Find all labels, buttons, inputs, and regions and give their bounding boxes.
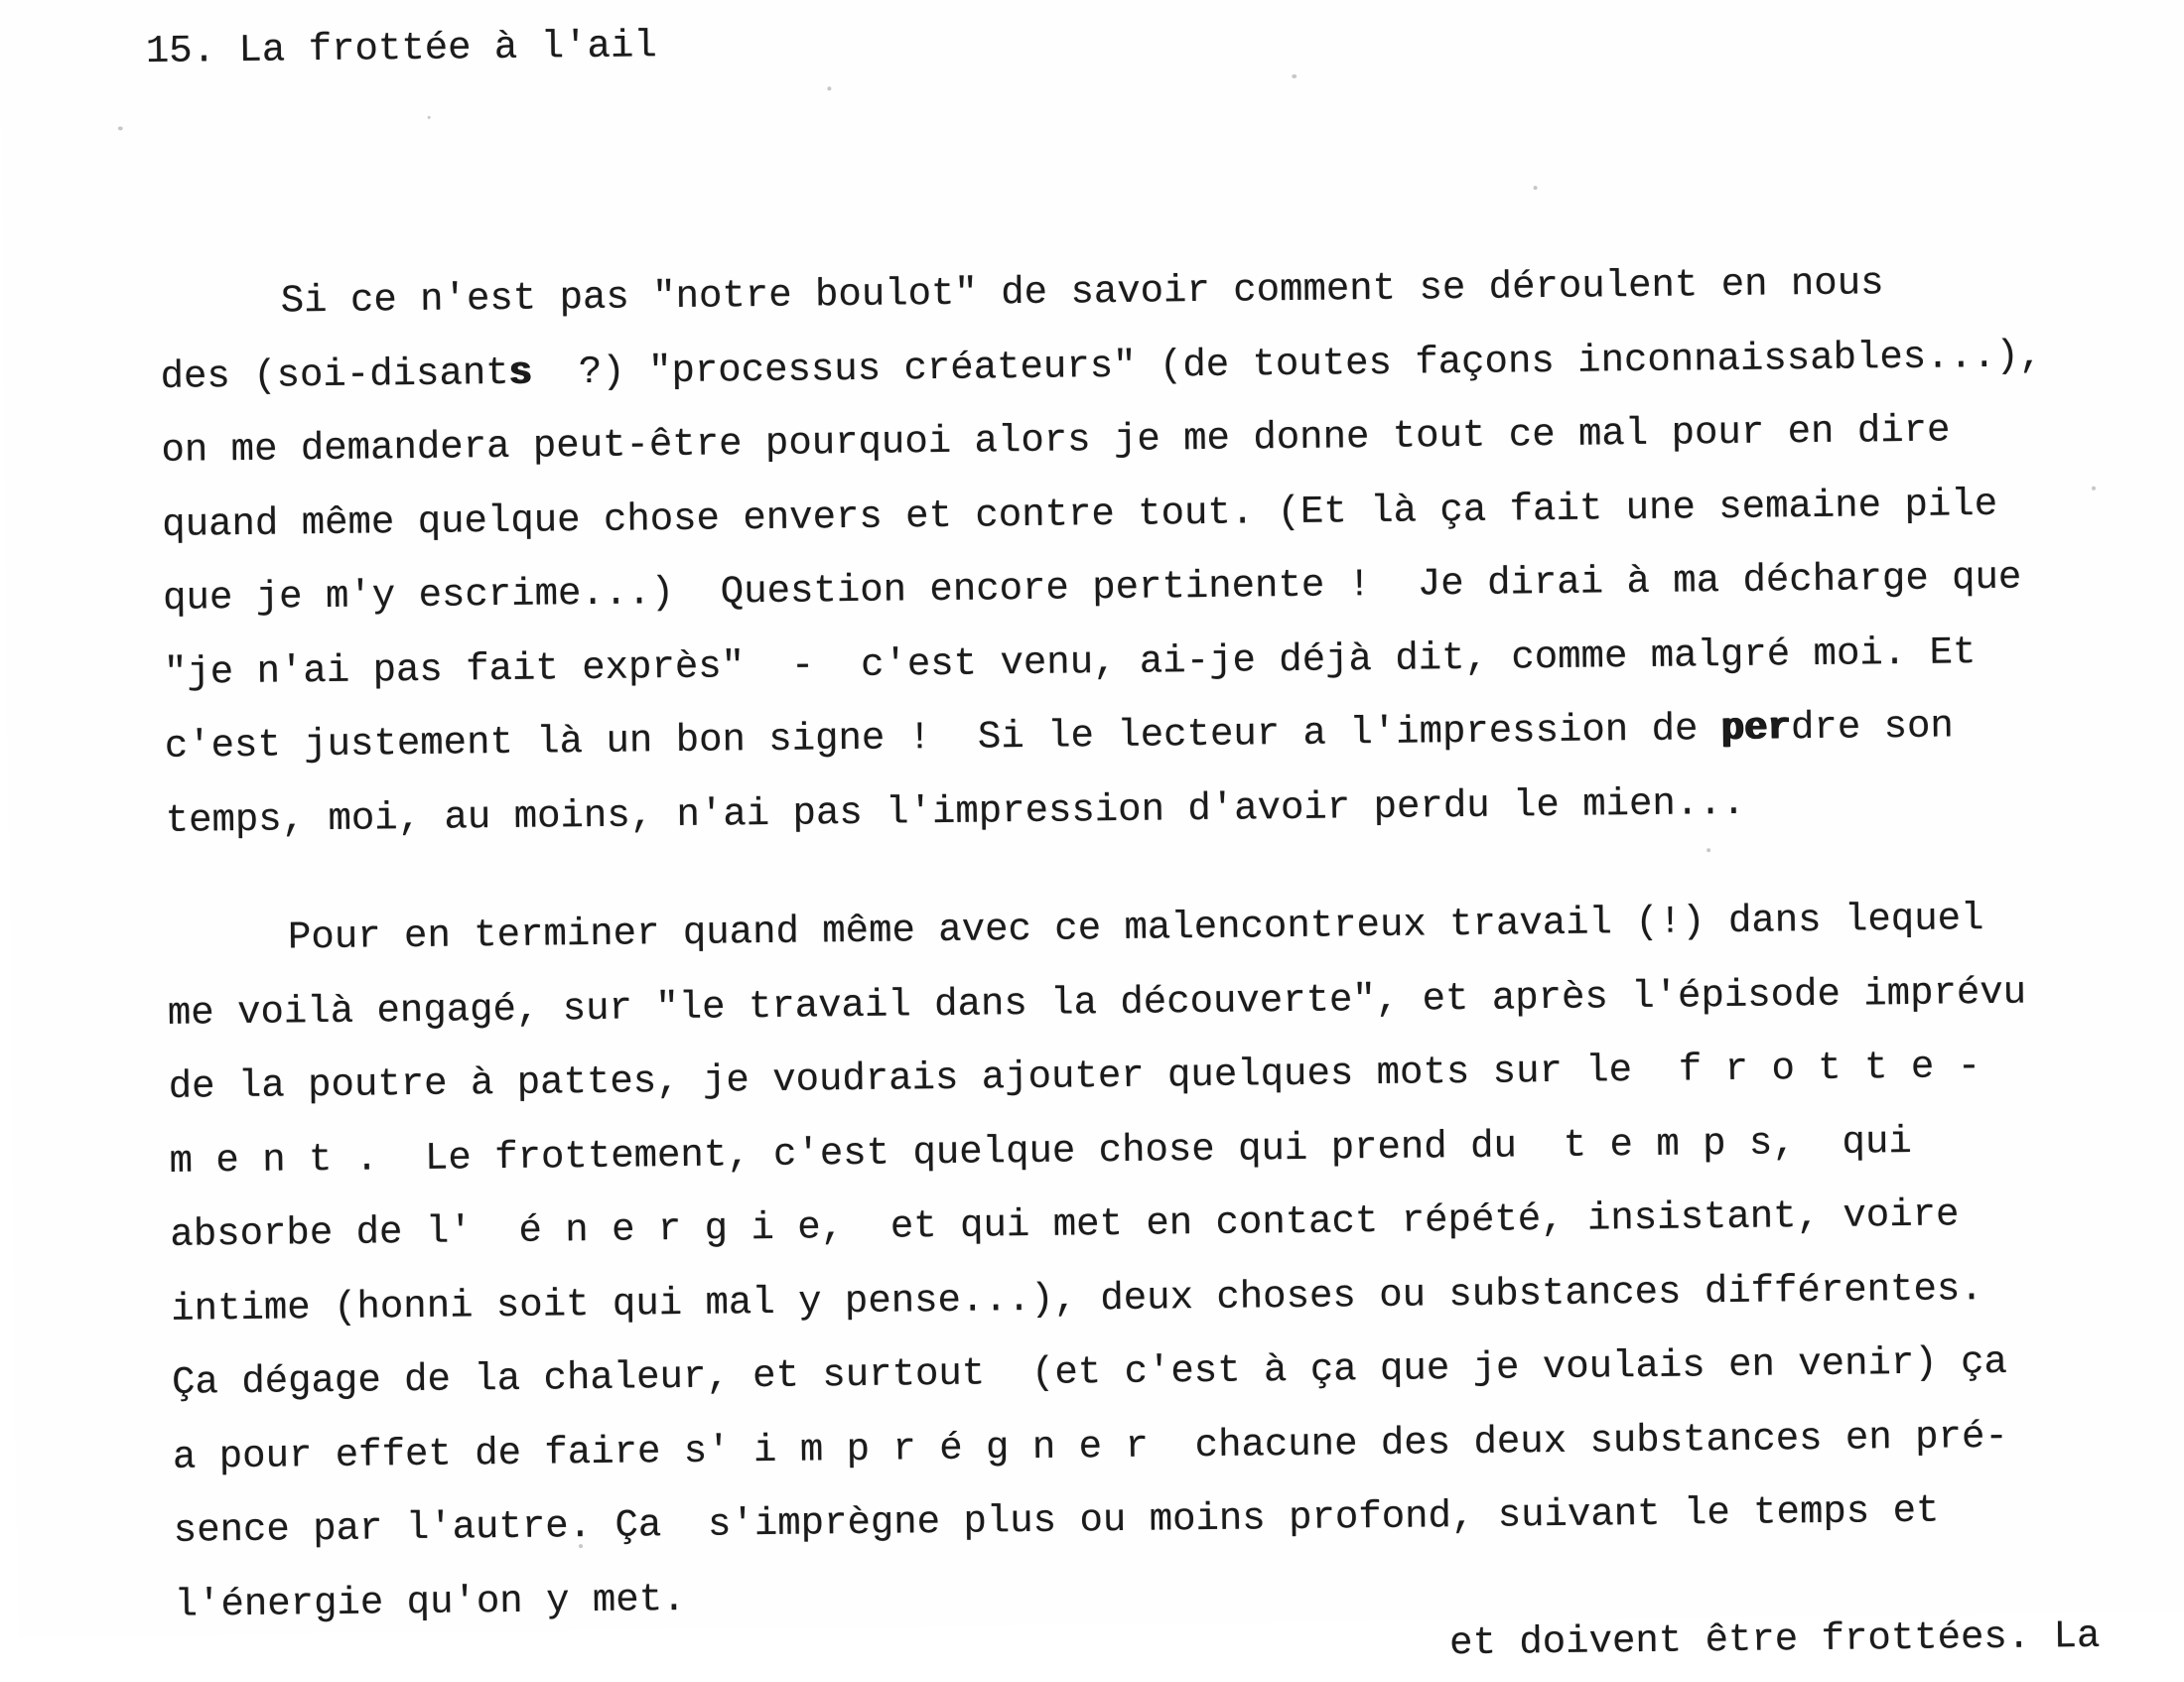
text-line: temps, moi, au moins, n'ai pas l'impression d'avoir perdu le mien... xyxy=(165,780,1746,843)
text-line: sence par l'autre. Ça s'imprègne plus ou moins profond, suivant le temps et xyxy=(173,1488,1940,1553)
cut-off-text-line: et doivent être frottées. La xyxy=(1448,1613,2101,1666)
text-line: me voilà engagé, sur "le travail dans la découverte", et après l'épisode imprévu xyxy=(167,970,2027,1036)
text-line: "je n'ai pas fait exprès" - c'est venu, ai-je déjà dit, comme malgré moi. Et xyxy=(163,630,1977,695)
text-line: a pour effet de faire s' i m p r é g n e r chacune des deux substances en pré- xyxy=(172,1414,2009,1479)
text-line: m e n t . Le frottement, c'est quelque chose qui prend du t e m p s, qui xyxy=(169,1119,1913,1184)
text-segment: des (soi-disant xyxy=(160,350,509,399)
text-segment: dre son xyxy=(1790,704,1955,751)
text-line: de la poutre à pattes, je voudrais ajouter quelques mots sur le f r o t t e - xyxy=(168,1045,1981,1109)
text-line: Si ce n'est pas "notre boulot" de savoir comment se déroulent en nous xyxy=(280,261,1884,324)
scan-speck xyxy=(2092,487,2096,491)
text-segment: ?) "processus créateurs" (de toutes façons inconnaissables...), xyxy=(531,333,2043,395)
overstruck-text: s xyxy=(508,350,533,395)
text-line: on me demandera peut-être pourquoi alors je me donne tout ce mal pour en dire xyxy=(161,408,1951,473)
scan-speck xyxy=(1534,186,1538,190)
text-line: quand même quelque chose envers et contre tout. (Et là ça fait une semaine pile xyxy=(162,482,1998,547)
scan-speck xyxy=(579,1544,583,1548)
body-text xyxy=(159,243,2140,1641)
scan-speck xyxy=(827,86,831,90)
overstruck-text: per xyxy=(1720,706,1792,752)
scan-speck xyxy=(118,126,123,130)
text-line: absorbe de l' é n e r g i e, et qui met en contact répété, insistant, voire xyxy=(170,1192,1960,1257)
scan-speck xyxy=(1706,848,1710,852)
scan-speck xyxy=(1292,74,1297,78)
text-line: Pour en terminer quand même avec ce malencontreux travail (!) dans lequel xyxy=(287,897,1984,960)
text-segment: c'est justement là un bon signe ! Si le lecteur a l'impression de xyxy=(164,707,1722,769)
text-line: intime (honni soit qui mal y pense...), deux choses ou substances différentes. xyxy=(171,1266,1983,1332)
text-line: l'énergie qu'on y met. xyxy=(174,1577,686,1627)
text-line: Ça dégage de la chaleur, et surtout (et c'est à ça que je voulais en venir) ça xyxy=(171,1339,2008,1405)
scan-speck xyxy=(428,116,431,119)
text-line: que je m'y escrime...) Question encore pertinente ! Je dirai à ma décharge que xyxy=(162,555,2022,621)
page-title: 15. La frottée à l'ail xyxy=(145,24,658,74)
